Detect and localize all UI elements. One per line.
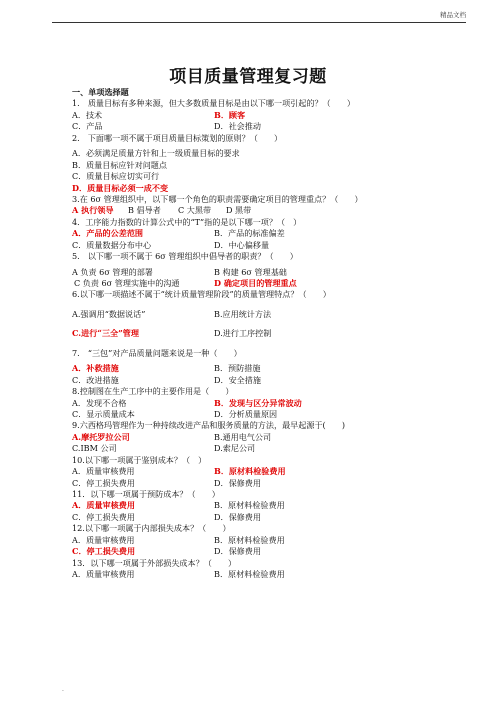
question-stem: 6.以下哪一项描述不属于“统计质量管理阶段”的质量管理特点？（ ） [72, 289, 331, 300]
option-row [72, 546, 432, 557]
option-b-answer: B．发现与区分异常波动 [214, 397, 302, 408]
option-row [72, 278, 432, 289]
option-d: D．安全措施 [214, 374, 261, 385]
question-list [72, 87, 432, 581]
option-d: D．分析质量原因 [214, 408, 278, 419]
option-d: D 黑带 [226, 205, 252, 216]
option-row [72, 110, 432, 121]
option-row [72, 398, 432, 409]
question-stem: 12.以下哪一项属于内部损失成本？（ ） [72, 523, 231, 534]
option-c-answer: C．停工损失费用 [72, 546, 136, 557]
question-stem: 8.控制图在生产工序中的主要作用是（ ） [72, 386, 234, 397]
option-b-answer: B．顾客 [214, 109, 246, 120]
option-c: C．质量数据分布中心 [72, 239, 152, 250]
option-a-answer: A.摩托罗拉公司 [72, 431, 130, 442]
option-b: B．原材料检验费用 [214, 534, 285, 545]
option-a-answer: A 执行领导 [72, 205, 114, 216]
question-stem: 5. 以下哪一项不属于 6σ 管理组织中倡导者的职责？（ ） [72, 251, 298, 262]
option-a: A.强调用“数据说话” [72, 308, 146, 319]
option-c: C．停工损失费用 [72, 511, 135, 522]
option-b: B.应用统计方法 [214, 308, 272, 319]
question-stem: 3.在 6σ 管理组织中，以下哪一个角色的职责需要确定项目的管理重点？（ ） [72, 193, 363, 204]
option-row [72, 432, 432, 443]
option-c: C 大黑带 [178, 205, 212, 216]
option-a-answer: A．质量审核费用 [72, 500, 135, 511]
option-row [72, 309, 432, 320]
option-row [72, 512, 432, 523]
section-heading: 一、单项选择题 [72, 87, 129, 97]
question-stem: 7. “三包”对产品质量问题来说是一种（ ） [72, 347, 242, 358]
option-c: C 负责 6σ 管理实施中的沟通 [74, 278, 180, 288]
option-row [72, 466, 432, 477]
option-b: B．预防措施 [214, 363, 261, 374]
question-stem: 13．以下哪一项属于外部损失成本？（ ） [72, 557, 237, 568]
option-row [72, 328, 432, 339]
option-row [72, 500, 432, 511]
option-b: B 构建 6σ 管理基础 [214, 266, 287, 277]
option-d: D．保修费用 [214, 477, 261, 488]
option-b-answer: B．原材料检验费用 [214, 466, 286, 477]
option-b: B．质量目标应针对问题点 [72, 159, 167, 170]
option-b: B 倡导者 [128, 205, 161, 216]
header-rule [52, 22, 466, 23]
footer-mark: . [62, 686, 64, 693]
option-c-answer: C.进行“三全”管理 [72, 328, 139, 339]
option-c: C．停工损失费用 [72, 477, 135, 488]
question-stem: 10.以下哪一项属于鉴别成本？（ ） [72, 454, 207, 465]
page-title: 项目质量管理复习题 [169, 67, 327, 87]
option-row [72, 443, 432, 454]
option-d: D．保修费用 [214, 511, 261, 522]
option-d: D．社会推动 [214, 121, 261, 132]
option-d: D.进行工序控制 [214, 328, 272, 339]
option-row [72, 228, 432, 239]
option-row [72, 569, 432, 580]
option-a: A．质量审核费用 [72, 569, 135, 580]
option-a: A．技术 [72, 109, 103, 120]
option-row [72, 363, 432, 374]
option-a-answer: A．补救措施 [72, 363, 119, 374]
option-a: A．发现不合格 [72, 397, 127, 408]
option-a: A．质量审核费用 [72, 534, 135, 545]
option-row [72, 375, 432, 386]
option-c: C．产品 [72, 121, 103, 132]
option-b: B．原材料检验费用 [214, 500, 285, 511]
option-d: D.索尼公司 [214, 443, 256, 454]
option-b: B．原材料检验费用 [214, 569, 285, 580]
option-b: B.通用电气公司 [214, 431, 272, 442]
option-d-answer: D．质量目标必须一成不变 [72, 182, 169, 193]
option-a-answer: A．产品的公差范围 [72, 228, 144, 239]
question-stem: 1. 质量目标有多种来源，但大多数质量目标是由以下哪一项引起的？（ ） [72, 98, 355, 109]
option-c: C．改进措施 [72, 374, 119, 385]
option-row [72, 205, 432, 216]
header-label: 精品文档 [440, 11, 466, 19]
option-d: D．保修费用 [214, 546, 261, 557]
question-stem: 2. 下面哪一项不属于项目质量目标策划的原则？（ ） [72, 132, 283, 143]
option-c: C．质量目标应切实可行 [72, 171, 160, 182]
option-row [72, 240, 432, 251]
option-row [72, 267, 432, 278]
option-a: A．必须满足质量方针和上一级质量目标的要求 [72, 148, 240, 159]
option-row [72, 535, 432, 546]
option-d-answer: D 确定项目的管理重点 [214, 278, 297, 288]
option-row [72, 121, 432, 132]
option-a: A．质量审核费用 [72, 466, 135, 477]
option-a: A 负责 6σ 管理的部署 [72, 266, 153, 277]
option-c: C．显示质量成本 [72, 408, 135, 419]
option-d: D．中心偏移量 [214, 239, 270, 250]
option-b: B．产品的标准偏差 [214, 228, 285, 239]
option-row [72, 409, 432, 420]
question-stem: 9.六西格玛管理作为一种持续改进产品和服务质量的方法，最早起源于( ) [72, 420, 346, 431]
question-stem: 11．以下哪一项属于预防成本？（ ） [72, 489, 220, 499]
option-row [72, 478, 432, 489]
option-c: C.IBM 公司 [72, 443, 117, 454]
question-stem: 4．工序能力指数的计算公式中的“T”指的是以下哪一项？（ ） [72, 216, 302, 227]
